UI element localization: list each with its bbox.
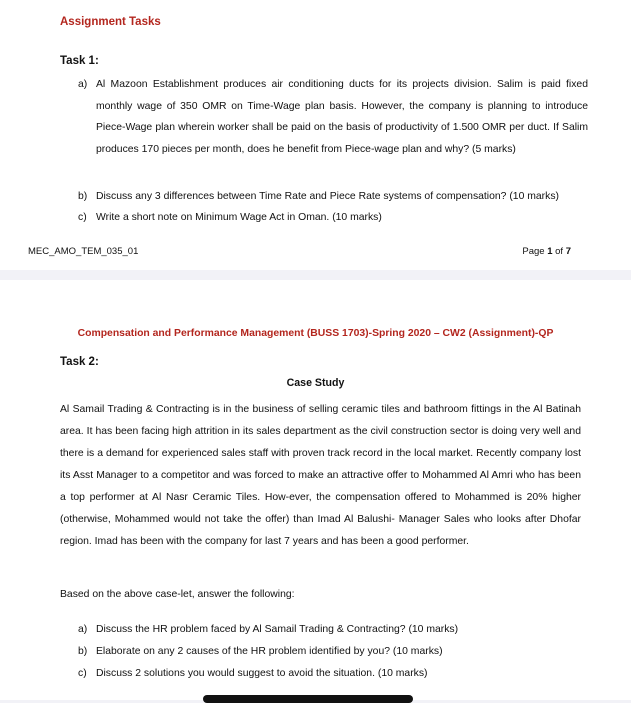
task-2-item-a bbox=[78, 619, 588, 641]
item-text: Al Mazoon Establishment produces air conditioning ducts for its projects division. Salim is paid fixed monthly wage of 350 OMR on Time-Wage plan basis. However, the company is planning to introduce Piece-Wage plan wherein worker shall be paid on the basis of productivity of 1.500 OMR per duct. If Salim produces 170 pieces per month, does he benefit from Piece-wage plan and why? (5 marks) bbox=[96, 79, 588, 155]
document-page-1 bbox=[0, 0, 631, 270]
page-prefix: Page bbox=[522, 246, 548, 257]
page-current: 1 bbox=[547, 246, 553, 257]
task-1-item-a bbox=[78, 74, 588, 160]
case-study-paragraph: Al Samail Trading & Contracting is in the business of selling ceramic tiles and bathroom fittings in the Al Batinah area. It has been facing high attrition in its sales department as the civil construction sector is doing very well and there is a demand for experienced sales staff with proven track record in the local market. Recently company lost its Asst Manager to a competitor and was forced to make an attractive offer to Mohammed Al Amri who has been a top performer at Al Nasr Ceramic Tiles. How-ever, the compensation offered to Mohammed is 20% higher (otherwise, Mohammed would not take the offer) than Imad Al Balushi- Manager Sales who looks after Dhofar region. Imad has been with the company for last 7 years and has been a good performer. bbox=[60, 404, 581, 547]
document-page-2 bbox=[0, 280, 631, 700]
course-header: Compensation and Performance Management (BUSS 1703)-Spring 2020 – CW2 (Assignment)-QP bbox=[77, 328, 554, 339]
page-number bbox=[522, 246, 571, 257]
item-letter: b) bbox=[78, 191, 88, 202]
task-1-item-c bbox=[78, 207, 588, 229]
assignment-tasks-heading: Assignment Tasks bbox=[60, 16, 161, 28]
task-2-title: Task 2: bbox=[60, 356, 99, 368]
instructions-text: Based on the above case-let, answer the following: bbox=[60, 589, 295, 600]
item-letter: c) bbox=[78, 212, 87, 223]
item-text: Discuss any 3 differences between Time Rate and Piece Rate systems of compensation? (10 marks) bbox=[96, 191, 559, 202]
item-text: Discuss the HR problem faced by Al Samail Trading & Contracting? (10 marks) bbox=[96, 624, 459, 635]
task-2-item-c bbox=[78, 663, 588, 685]
home-indicator-bar[interactable] bbox=[203, 695, 413, 703]
task-2-item-b bbox=[78, 641, 588, 663]
item-letter: a) bbox=[78, 624, 88, 635]
page-of: of bbox=[552, 246, 566, 257]
item-letter: b) bbox=[78, 646, 88, 657]
item-letter: a) bbox=[78, 79, 88, 90]
task-1-item-b bbox=[78, 186, 588, 208]
document-code: MEC_AMO_TEM_035_01 bbox=[28, 246, 139, 257]
item-text: Write a short note on Minimum Wage Act in Oman. (10 marks) bbox=[96, 212, 382, 223]
item-text: Discuss 2 solutions you would suggest to avoid the situation. (10 marks) bbox=[96, 668, 428, 679]
task-1-title: Task 1: bbox=[60, 55, 99, 67]
item-letter: c) bbox=[78, 668, 87, 679]
item-text: Elaborate on any 2 causes of the HR problem identified by you? (10 marks) bbox=[96, 646, 443, 657]
page-total: 7 bbox=[565, 246, 571, 257]
case-study-title: Case Study bbox=[286, 377, 345, 389]
